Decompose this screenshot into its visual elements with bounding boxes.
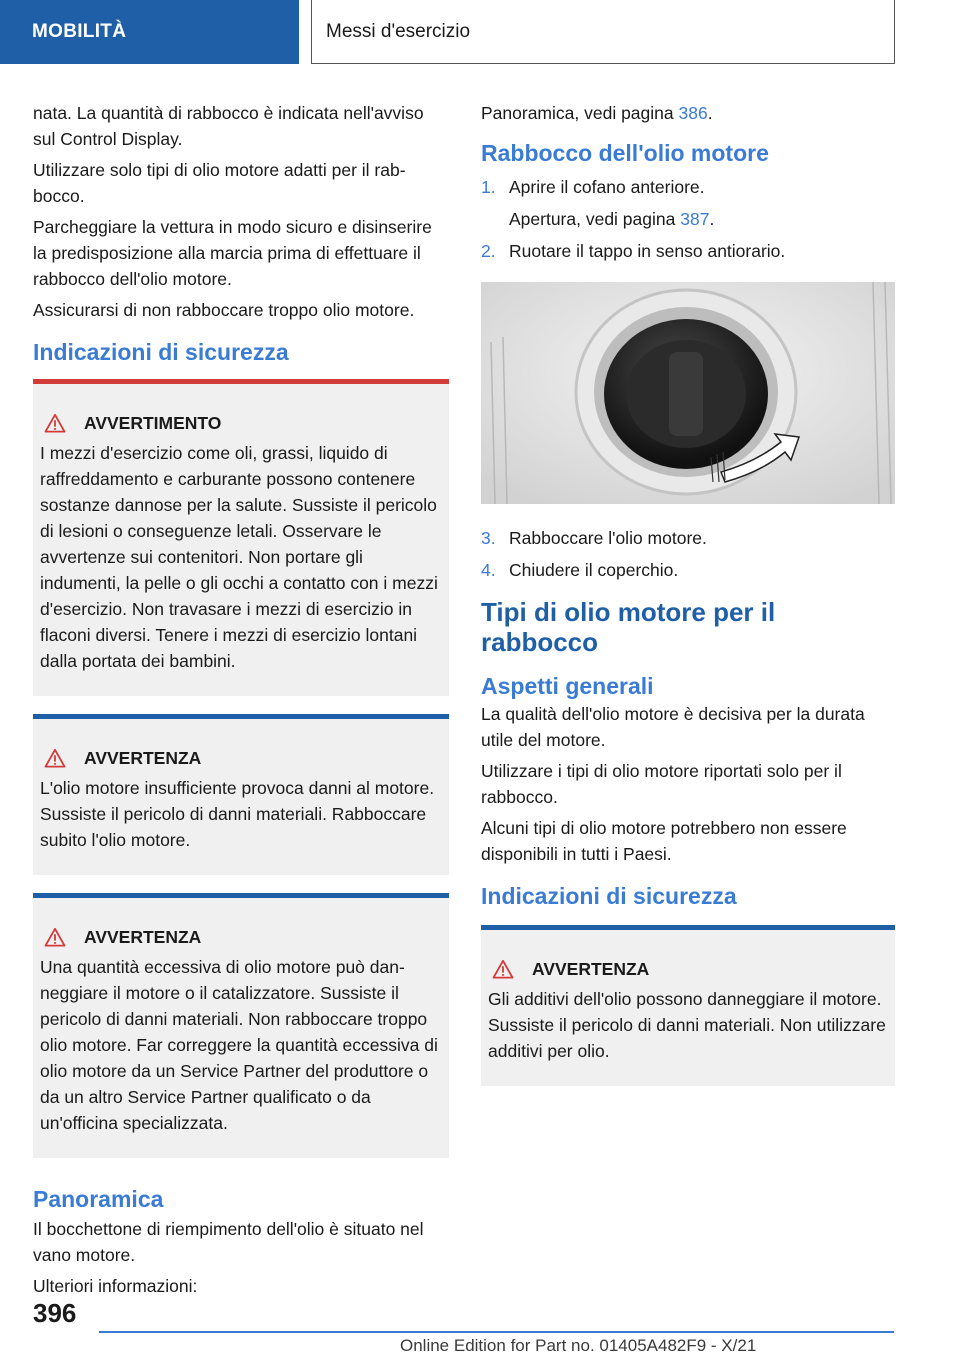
list-item [481, 206, 895, 232]
warning-title: AVVERTIMENTO [84, 413, 222, 433]
section-heading: Rabbocco dell'olio motore [481, 140, 769, 166]
warning-title: AVVERTENZA [532, 959, 650, 979]
warning-title: AVVERTENZA [84, 927, 202, 947]
paragraph: Alcuni tipi di olio motore potrebbero non essere disponibili in tutti i Paesi. [481, 818, 847, 864]
paragraph: Ulteriori informazioni: [33, 1276, 198, 1296]
section-heading: Indicazioni di sicurezza [481, 883, 737, 909]
footer-divider [99, 1331, 894, 1333]
paragraph: La qualità dell'olio motore è decisiva per la durata utile del motore. [481, 704, 865, 750]
cross-reference: Apertura, vedi pagina 387. [509, 209, 715, 229]
step-number: 1. [481, 177, 496, 197]
warning-triangle-icon [44, 748, 66, 768]
warning-triangle-icon [492, 959, 514, 979]
warning-text: Una quantità eccessiva di olio motore può danneggiare il motore o il catalizzatore. Sussiste il pericolo di danni materiali. Non rabboccare troppo olio motore. Far correggere la quantità eccessiva di olio motore da un Service Partner del produttore o da un altro Service Partner qualificato o da un'officina specializzata. [40, 957, 438, 1133]
step-list [481, 174, 895, 264]
step-number: 3. [481, 528, 496, 548]
page-link[interactable]: 386 [678, 103, 708, 123]
warning-box [33, 379, 449, 696]
paragraph: Utilizzare solo tipi di olio motore adatti per il rabbocco. [33, 160, 406, 206]
list-item [481, 174, 895, 200]
warning-title: AVVERTENZA [84, 748, 202, 768]
warning-text: Gli additivi dell'olio possono danneggiare il motore. Sussiste il pericolo di danni materiali. Non utilizzare additivi per olio. [488, 989, 886, 1061]
caution-box [481, 925, 895, 1086]
caution-box [33, 714, 449, 875]
chapter-tab [311, 0, 895, 64]
cross-reference: Panoramica, vedi pagina 386. [481, 103, 713, 123]
paragraph: Utilizzare i tipi di olio motore riportati solo per il rabbocco. [481, 761, 842, 807]
list-item [481, 525, 895, 551]
list-item [481, 557, 895, 583]
step-number: 2. [481, 241, 496, 261]
warning-text: L'olio motore insufficiente provoca danni al motore. Sussiste il pericolo di danni materiali. Rabboccare subito l'olio motore. [40, 778, 435, 850]
chapter-heading: Tipi di olio motore per il rabbocco [481, 597, 776, 657]
step-text: Chiudere il coperchio. [509, 560, 679, 580]
warning-triangle-icon [44, 927, 66, 947]
footer-edition: Online Edition for Part no. 01405A482F9 - X/21 [400, 1336, 757, 1355]
section-heading: Indicazioni di sicurezza [33, 339, 289, 365]
warning-text: I mezzi d'esercizio come oli, grassi, liquido di raffreddamento e carburante possono contenere sostanze dannose per la salute. Sussiste il pericolo di lesioni o conseguenze letali. Osservare le avvertenze sui contenitori. Non portare gli indumenti, la pelle o gli occhi a contatto con i mezzi d'esercizio. Non travasare i mezzi di esercizio in flaconi diversi. Tenere i mezzi di esercizio lontani dalla portata dei bambini. [40, 443, 438, 671]
warning-triangle-icon [44, 413, 66, 433]
right-column [481, 100, 895, 1086]
page-link[interactable]: 387 [680, 209, 710, 229]
paragraph: Assicurarsi di non rabboccare troppo olio motore. [33, 300, 415, 320]
paragraph: Il bocchettone di riempimento dell'olio è situato nel vano motore. [33, 1219, 424, 1265]
oil-filler-cap-photo [481, 282, 895, 504]
step-text: Rabboccare l'olio motore. [509, 528, 707, 548]
step-list [481, 525, 895, 583]
caution-box [33, 893, 449, 1158]
step-number: 4. [481, 560, 496, 580]
left-column [33, 100, 449, 1304]
list-item [481, 238, 895, 264]
paragraph: Parcheggiare la vettura in modo sicuro e disinserire la predisposizione alla marcia prima di effettuare il rabbocco dell'olio motore. [33, 217, 432, 289]
page-number: 396 [33, 1298, 77, 1328]
section-title: MOBILITÀ [32, 21, 127, 42]
step-text: Ruotare il tappo in senso antiorario. [509, 241, 786, 261]
section-tab [0, 0, 299, 64]
paragraph: nata. La quantità di rabbocco è indicata nell'avviso sul Control Display. [33, 103, 424, 149]
chapter-title: Messi d'esercizio [326, 20, 471, 42]
step-text: Aprire il cofano anteriore. [509, 177, 705, 197]
section-heading: Panoramica [33, 1186, 164, 1212]
section-heading: Aspetti generali [481, 673, 654, 699]
